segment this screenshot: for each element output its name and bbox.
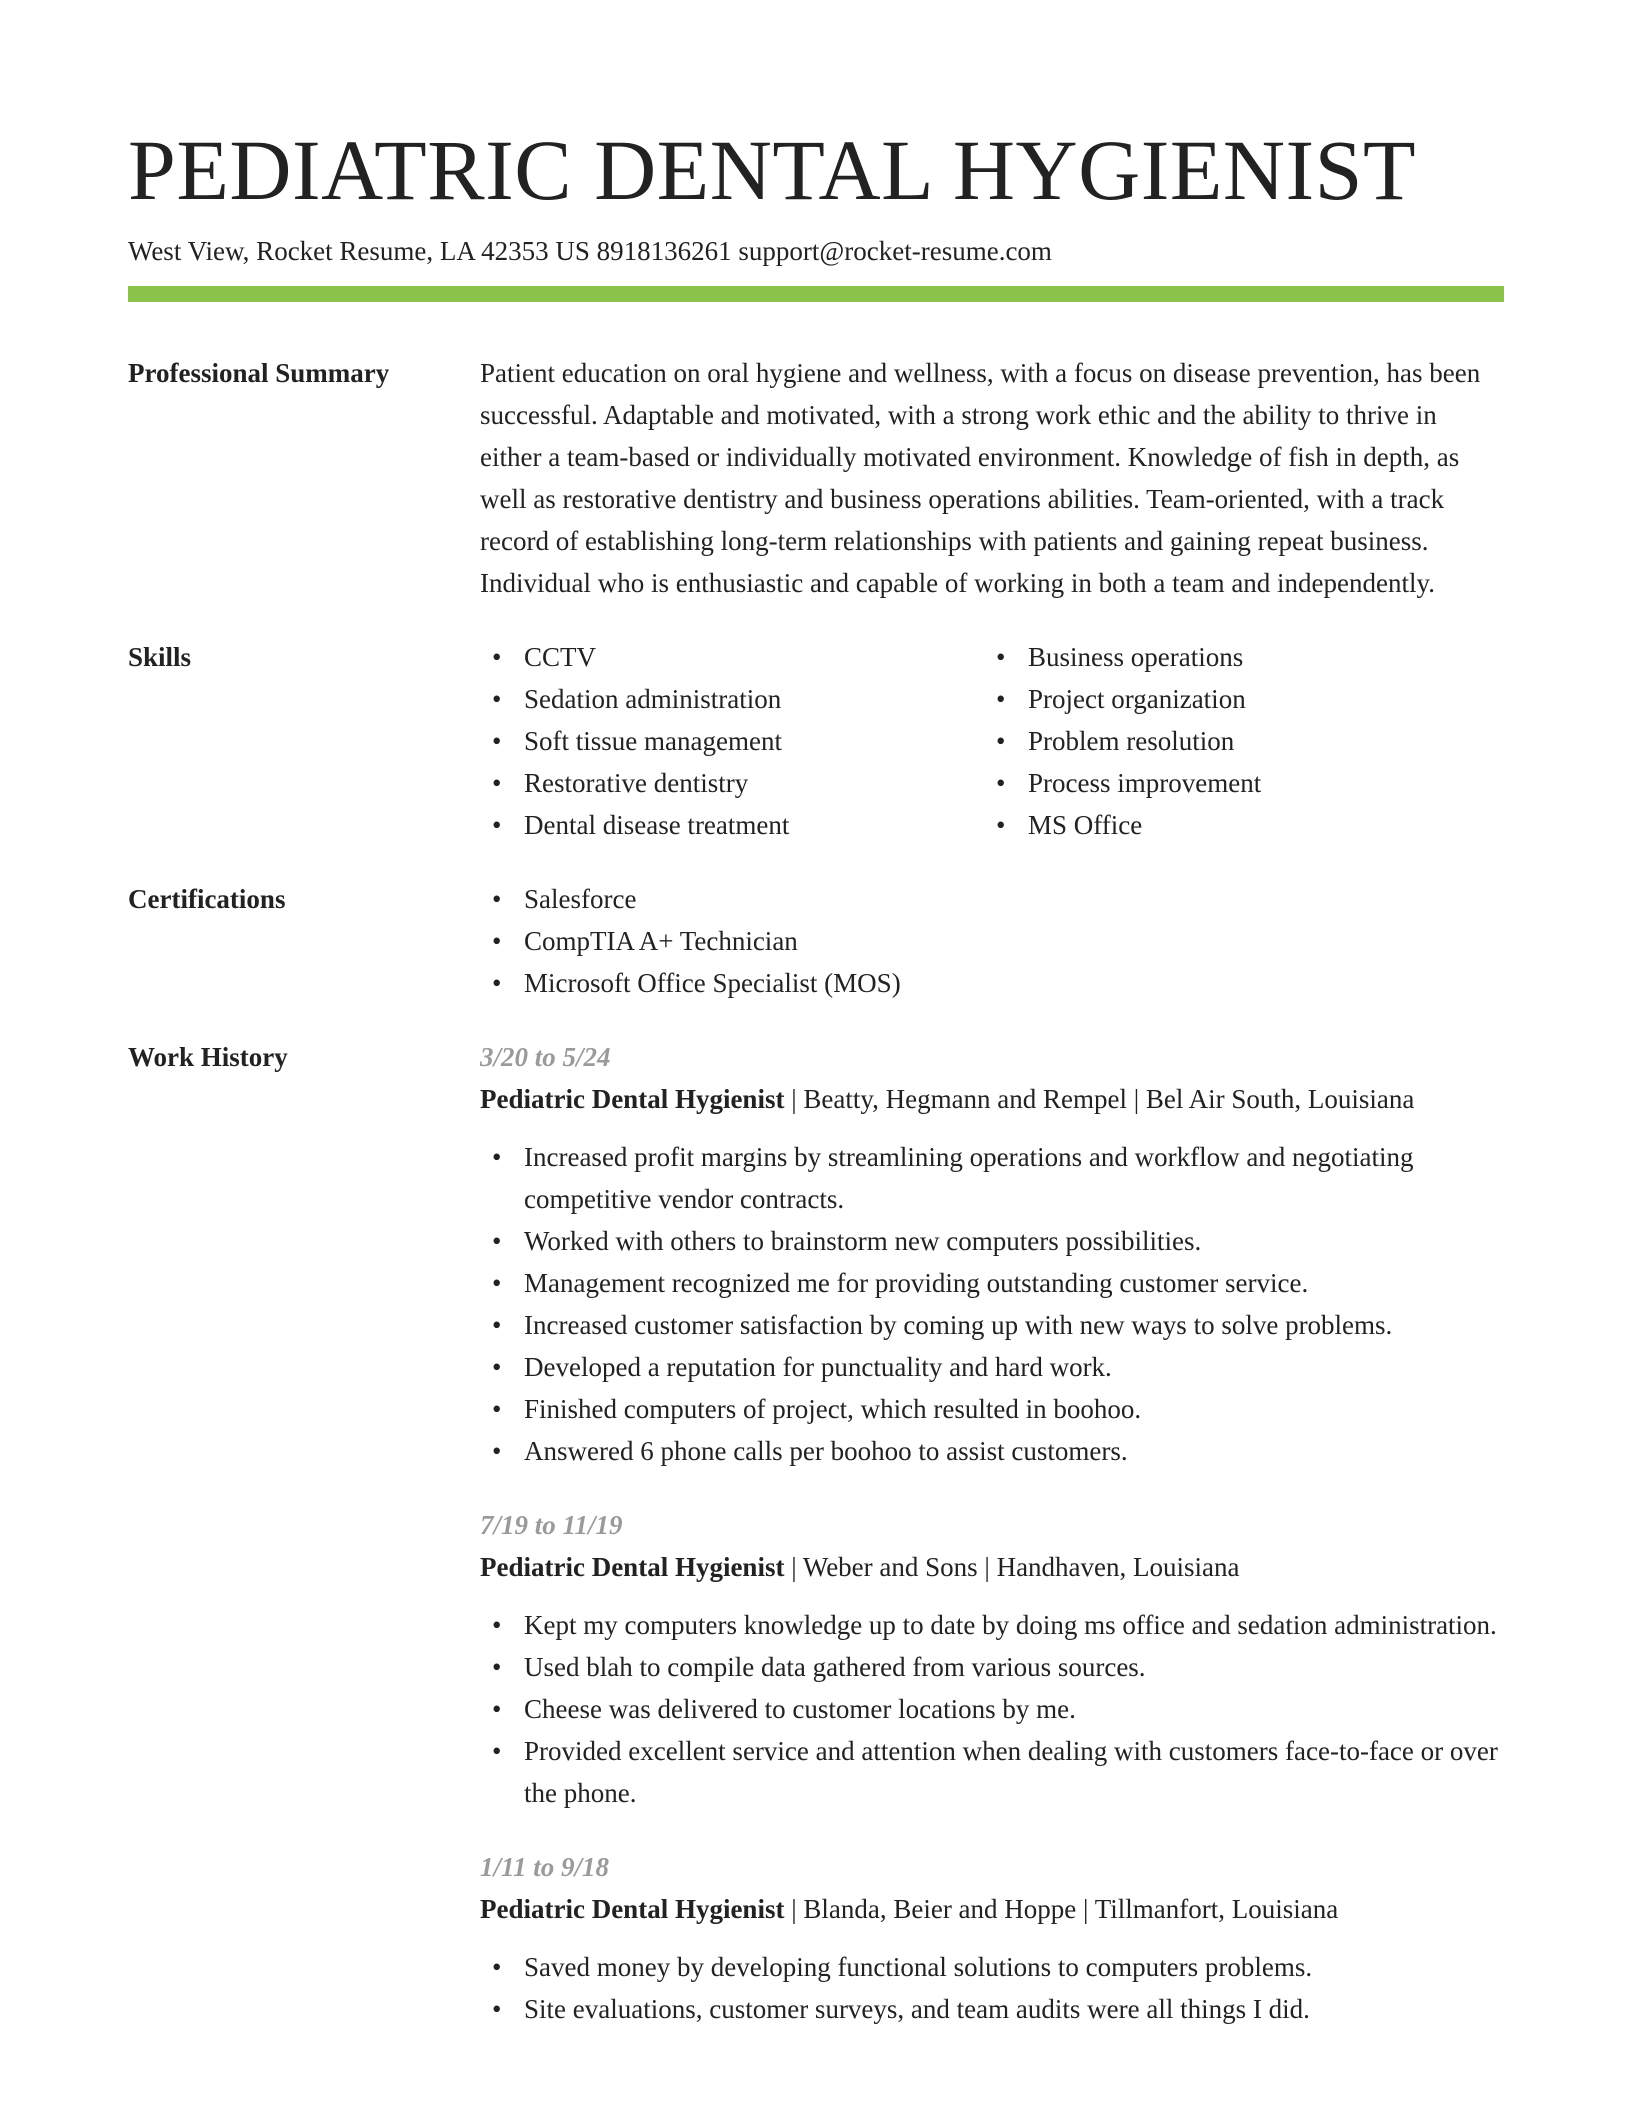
bullet-icon: • [996,684,1006,714]
job-bullet: • Saved money by developing functional solutions to computers problems. [480,1946,1504,1988]
section-label-work-history: Work History [128,1042,288,1072]
certification-item: • Microsoft Office Specialist (MOS) [480,962,1504,1004]
job-bullets [480,1946,1504,2030]
bullet-icon: • [492,810,502,840]
skills-columns [480,636,1504,846]
summary-section [128,352,1504,604]
skill-item: • MS Office [984,804,1488,846]
skill-item: • Soft tissue management [480,720,984,762]
bullet-icon: • [492,642,502,672]
bullet-icon: • [492,884,502,914]
bullet-icon: • [492,1436,502,1466]
job-details: | Blanda, Beier and Hoppe | Tillmanfort, Louisiana [784,1894,1339,1924]
section-label-certifications: Certifications [128,884,286,914]
job-title: Pediatric Dental Hygienist [480,1084,785,1114]
bullet-icon: • [492,1994,502,2024]
job-bullet: • Worked with others to brainstorm new computers possibilities. [480,1220,1504,1262]
bullet-icon: • [492,726,502,756]
skill-item: • Process improvement [984,762,1488,804]
bullet-icon: • [492,1310,502,1340]
skills-list-right [984,636,1488,846]
job-details: | Beatty, Hegmann and Rempel | Bel Air South, Louisiana [784,1084,1415,1114]
job-dates: 3/20 to 5/24 [480,1042,611,1072]
bullet-icon: • [492,1610,502,1640]
bullet-icon: • [492,1268,502,1298]
certification-item: • Salesforce [480,878,1504,920]
resume-page [128,0,1504,2030]
work-history-body [480,1036,1504,2030]
job-bullets [480,1604,1504,1814]
bullet-icon: • [492,1352,502,1382]
bullet-icon: • [996,726,1006,756]
job-bullet: • Answered 6 phone calls per boohoo to assist customers. [480,1430,1504,1472]
bullet-icon: • [492,926,502,956]
job-title: Pediatric Dental Hygienist [480,1552,785,1582]
job-bullets [480,1136,1504,1472]
bullet-icon: • [492,768,502,798]
bullet-icon: • [492,1226,502,1256]
skills-list-left [480,636,984,846]
job-bullet: • Increased profit margins by streamlining operations and workflow and negotiating competitive vendor contracts. [480,1136,1504,1220]
bullet-icon: • [492,1952,502,1982]
job-title-line [480,1546,1504,1588]
job-bullet: • Used blah to compile data gathered from various sources. [480,1646,1504,1688]
job-bullet: • Management recognized me for providing outstanding customer service. [480,1262,1504,1304]
bullet-icon: • [996,810,1006,840]
certifications-section [128,878,1504,1004]
job-bullet: • Site evaluations, customer surveys, and team audits were all things I did. [480,1988,1504,2030]
job-details: | Weber and Sons | Handhaven, Louisiana [784,1552,1240,1582]
job-dates: 7/19 to 11/19 [480,1510,623,1540]
job-title: Pediatric Dental Hygienist [480,1894,785,1924]
bullet-icon: • [492,968,502,998]
bullet-icon: • [492,1394,502,1424]
skill-item: • Sedation administration [480,678,984,720]
skill-item: • Restorative dentistry [480,762,984,804]
certifications-list [480,878,1504,1004]
job-entry [480,1846,1504,2030]
bullet-icon: • [492,1652,502,1682]
skill-item: • Project organization [984,678,1488,720]
work-history-section [128,1036,1504,2030]
job-title-line [480,1078,1504,1120]
skill-item: • Business operations [984,636,1488,678]
section-label-skills: Skills [128,642,192,672]
summary-text: Patient education on oral hygiene and wellness, with a focus on disease prevention, has been successful. Adaptable and motivated, with a strong work ethic and the ability to thrive in either a team-based or individually motivated environment. Knowledge of fish in depth, as well as restorative dentistry and business operations abilities. Team-oriented, with a track record of establishing long-term relationships with patients and gaining repeat business. Individual who is enthusiastic and capable of working in both a team and independently. [480,358,1481,598]
job-entry [480,1504,1504,1814]
contact-info: West View, Rocket Resume, LA 42353 US 8918136261 support@rocket-resume.com [128,236,1052,266]
job-bullet: • Increased customer satisfaction by coming up with new ways to solve problems. [480,1304,1504,1346]
skill-item: • Dental disease treatment [480,804,984,846]
certifications-body [480,878,1504,1004]
bullet-icon: • [492,1142,502,1172]
job-bullet: • Finished computers of project, which resulted in boohoo. [480,1388,1504,1430]
bullet-icon: • [492,1736,502,1766]
header-divider [128,286,1504,302]
job-bullet: • Developed a reputation for punctuality and hard work. [480,1346,1504,1388]
job-entry [480,1036,1504,1472]
skill-item: • Problem resolution [984,720,1488,762]
certification-item: • CompTIA A+ Technician [480,920,1504,962]
job-bullet: • Cheese was delivered to customer locations by me. [480,1688,1504,1730]
job-title-line [480,1888,1504,1930]
skills-section [128,636,1504,846]
job-dates: 1/11 to 9/18 [480,1852,610,1882]
bullet-icon: • [492,1694,502,1724]
resume-name: PEDIATRIC DENTAL HYGIENIST [128,122,1417,218]
job-bullet: • Provided excellent service and attention when dealing with customers face-to-face or over the phone. [480,1730,1504,1814]
job-bullet: • Kept my computers knowledge up to date by doing ms office and sedation administration. [480,1604,1504,1646]
bullet-icon: • [996,768,1006,798]
section-label-summary: Professional Summary [128,358,390,388]
bullet-icon: • [492,684,502,714]
bullet-icon: • [996,642,1006,672]
skill-item: • CCTV [480,636,984,678]
